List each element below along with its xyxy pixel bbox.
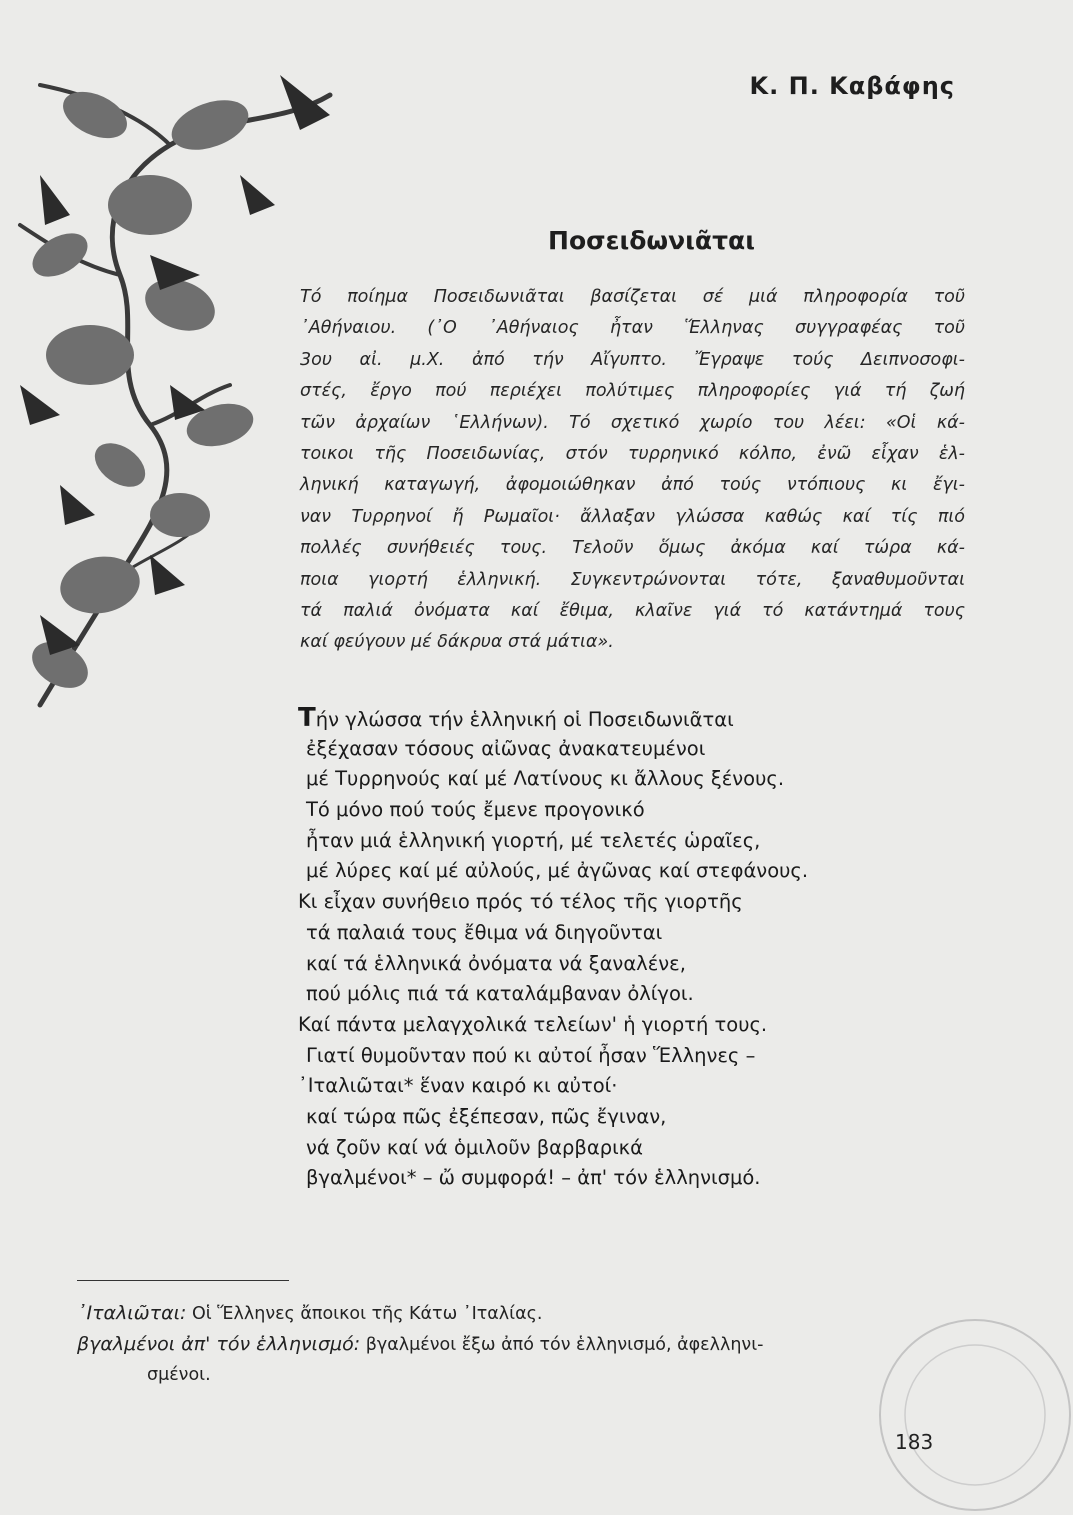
- intro-line: Τό ποίημα Ποσειδωνιᾶται βασίζεται σέ μιά πληροφορία τοῦ: [300, 287, 965, 307]
- poem-line: νά ζοῦν καί νά ὁμιλοῦν βαρβαρικά: [306, 1135, 644, 1159]
- footnote-term: βγαλμένοι ἀπ' τόν ἑλληνισμό:: [77, 1333, 361, 1355]
- poem-line: βγαλμένοι* – ὤ συμφορά! – ἀπ' τόν ἑλληνισμό.: [306, 1166, 761, 1190]
- footnote: [77, 1298, 957, 1329]
- page-number: 183: [895, 1430, 934, 1454]
- intro-line: τῶν ἀρχαίων ῾Ελλήνων). Τό σχετικό χωρίο του λέει: «Οἱ κά-: [300, 412, 965, 433]
- intro-line: ᾿Αθήναιου. (᾿Ο ᾿Αθήναιος ἦταν Ἕλληνας συγγραφέας τοῦ: [300, 318, 965, 339]
- poem-line: μέ Τυρρηνούς καί μέ Λατίνους κι ἄλλους ξένους.: [306, 767, 785, 791]
- author-name: Κ. Π. Καβάφης: [749, 72, 955, 100]
- poem-line: τά παλαιά τους ἔθιμα νά διηγοῦνται: [306, 920, 663, 944]
- poem-line: Τό μόνο πού τούς ἔμενε προγονικό: [306, 798, 645, 822]
- intro-line: τοικοι τῆς Ποσειδωνίας, στόν τυρρηνικό κόλπο, ἐνῶ εἶχαν ἑλ-: [300, 443, 965, 464]
- poem-line: πού μόλις πιά τά καταλάμβαναν ὀλίγοι.: [306, 982, 694, 1006]
- poem-line: Γιατί θυμοῦνταν πού κι αὐτοί ἦσαν Ἕλληνες –: [306, 1043, 756, 1067]
- intro-line: στές, ἔργο πού περιέχει πολύτιμες πληροφορίες γιά τή ζωή: [300, 381, 965, 402]
- poem-line: μέ λύρες καί μέ αὐλούς, μέ ἀγῶνας καί στεφάνους.: [306, 859, 809, 883]
- poem-line-text: ήν γλώσσα τήν ἑλληνική οἱ Ποσειδωνιᾶται: [315, 708, 734, 731]
- footnote-text: Οἱ Ἕλληνες ἄποικοι τῆς Κάτω ᾿Ιταλίας.: [186, 1304, 543, 1324]
- poem-line: Καί πάντα μελαγχολικά τελείων' ἡ γιορτή τους.: [298, 1012, 768, 1036]
- footnotes: [77, 1298, 957, 1390]
- poem-body: [298, 703, 958, 1194]
- intro-line: ποια γιορτή ἑλληνική. Συγκεντρώνονται τότε, ξαναθυμοῦνται: [300, 569, 965, 590]
- footnote-continuation: σμένοι.: [147, 1365, 211, 1385]
- library-stamp: [865, 1305, 1073, 1515]
- poem-line: Κι εἶχαν συνήθειο πρός τό τέλος τῆς γιορτῆς: [298, 890, 743, 914]
- poem-line: ἦταν μιά ἑλληνική γιορτή, μέ τελετές ὡραῖες,: [306, 828, 761, 852]
- intro-line: καί φεύγουν μέ δάκρυα στά μάτια».: [300, 632, 614, 653]
- poem-line: καί τώρα πῶς ἐξέπεσαν, πῶς ἔγιναν,: [306, 1104, 667, 1128]
- footnote-term: ᾿Ιταλιῶται:: [77, 1302, 187, 1324]
- intro-line: τά παλιά ὀνόματα καί ἔθιμα, κλαῖνε γιά τό κατάντημά τους: [300, 600, 965, 621]
- intro-paragraph: [300, 282, 965, 659]
- poem-line: καί τά ἑλληνικά ὀνόματα νά ξαναλένε,: [306, 951, 686, 975]
- intro-line: πολλές συνήθειές τους. Τελοῦν ὅμως ἀκόμα καί τώρα κά-: [300, 538, 965, 559]
- footnote: [77, 1329, 957, 1390]
- poem-line: ἐξέχασαν τόσους αἰῶνας ἀνακατευμένοι: [306, 736, 706, 760]
- intro-line: ναν Τυρρηνοί ἤ Ρωμαῖοι· ἄλλαξαν γλώσσα καθώς καί τίς πιό: [300, 506, 965, 527]
- poem-line: [298, 703, 958, 734]
- poem-line: ᾿Ιταλιῶται* ἕναν καιρό κι αὐτοί·: [298, 1074, 618, 1098]
- footnote-text: βγαλμένοι ἔξω ἀπό τόν ἑλληνισμό, ἀφελληνι-: [360, 1335, 764, 1355]
- intro-line: 3ου αἰ. μ.Χ. ἀπό τήν Αἴγυπτο. Ἔγραψε τούς Δειπνοσοφι-: [300, 349, 965, 370]
- footnote-divider: [77, 1280, 289, 1281]
- drop-cap: Τ: [298, 703, 316, 733]
- intro-line: ληνική καταγωγή, ἀφομοιώθηκαν ἀπό τούς ντόπιους κι ἔγι-: [300, 475, 965, 496]
- floral-vine-ornament: [0, 55, 340, 715]
- poem-title: Ποσειδωνιᾶται: [548, 226, 755, 255]
